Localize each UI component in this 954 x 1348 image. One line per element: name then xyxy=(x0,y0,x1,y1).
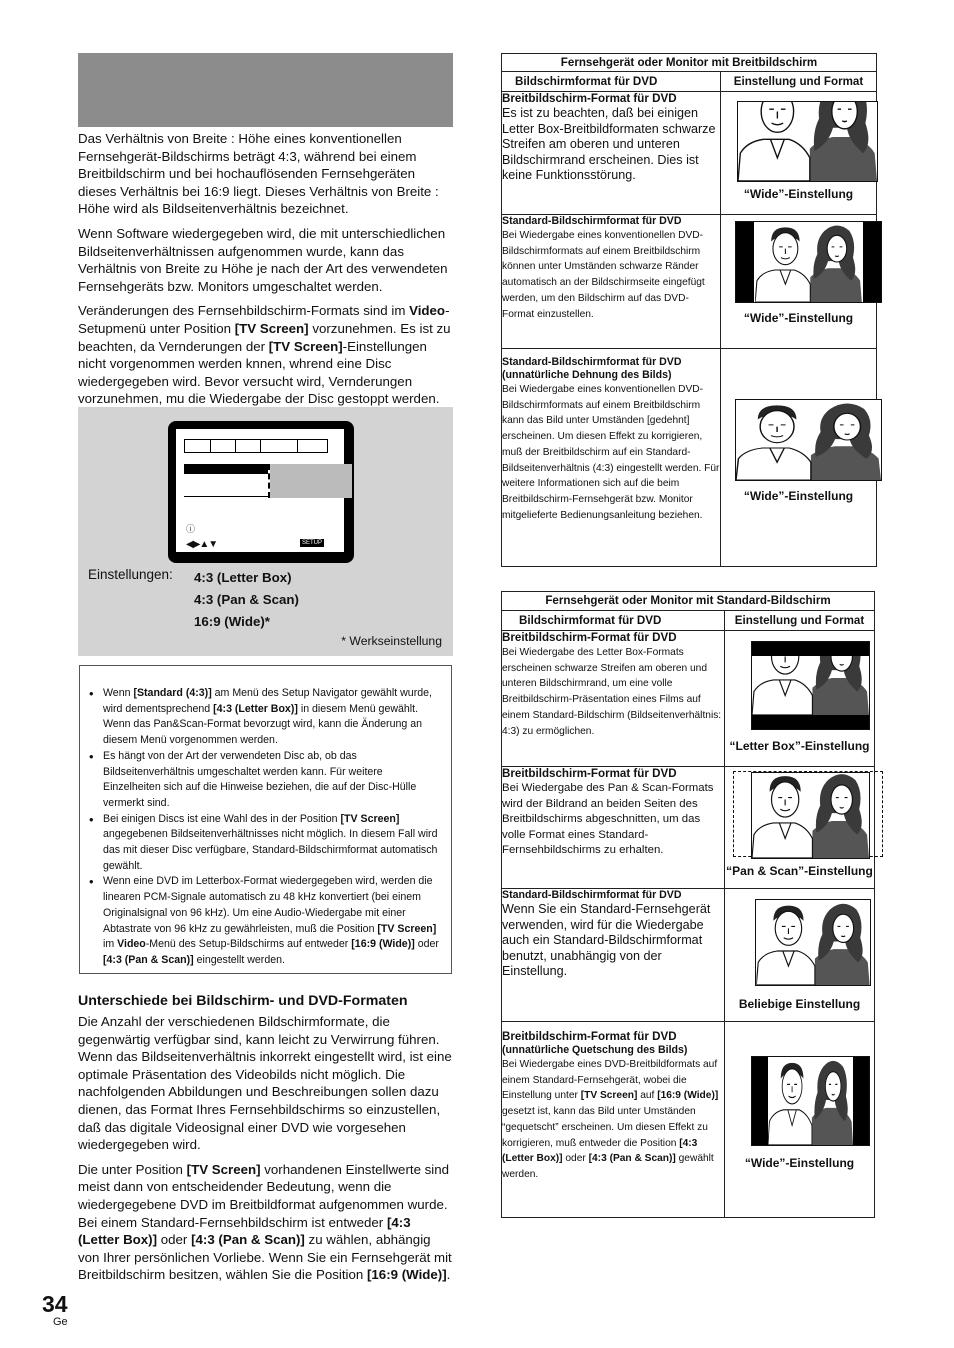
column-header: Einstellung und Format xyxy=(721,72,877,92)
note-item: • Wenn eine DVD im Letterbox-Format wiedergegeben wird, werden die linearen PCM-Signale automatisch zu 48 kHz konvertiert (bei einem Originalsignal von 96 kHz). Um eine Audio-Wiedergabe mit einer Abtastrate von 96 kHz zu gewährleisten, muß die Position [TV Screen] im Video-Menü des Setup-Bildschirms auf entweder [16:9 (Wide)] oder [4:3 (Pan & Scan)] eingestellt werden. xyxy=(103,874,441,968)
column-header: Einstellung und Format xyxy=(725,611,875,631)
title-banner xyxy=(78,53,453,127)
factory-setting-note: * Werkseinstellung xyxy=(341,634,442,648)
section-heading: Unterschiede bei Bildschirm- und DVD-Formaten xyxy=(78,993,408,1009)
panscan-picture xyxy=(751,772,870,859)
section-paragraph-2: Die unter Position [TV Screen] vorhandenen Einstellwerte sind meist dann von entscheidender Bedeutung, wenn die wiedergegebene DVD im Breitbildformat aufgenommen wurde. Bei einem Standard-Fernsehbildschirm ist entweder [4:3 (Letter Box)] oder [4:3 (Pan & Scan)] zu wählen, abhängig von Ihrer persönlichen Vorliebe. Wenn Sie ein Fernsehgerät mit Breitbildschirm besitzen, wählen Sie die Position [16:9 (Wide)]. xyxy=(78,1161,452,1283)
table-row: Standard-Bildschirmformat für DVD (unnatürliche Dehnung des Bilds) Bei Wiedergabe eines konventionellen DVD-Bildschirmformats auf einem Breitbildschirm kann das Bild unter Umständen [gedehnt] erscheinen. Um diesen Effekt zu korrigieren, muß der Breitbildschirm auf ein Standard-Bildseitenverhältnis (4:3) eingestellt werden. Für weitere Informationen sich auf die beim Breitbildschirm-Fernsehgerät bzw. Monitor mitgelieferte Bedienungsanleitung beziehen. “Wide”-Einstellung xyxy=(502,349,877,567)
settings-label: Einstellungen: xyxy=(88,567,173,582)
format-caption: “Letter Box”-Einstellung xyxy=(729,739,870,753)
intro-paragraph-2: Wenn Software wiedergegeben wird, die mit unterschiedlichen Bildseitenverhältnissen aufgenommen wurde, kann das Verhältnis von Breite zu Höhe je nach der Art des verwendeten Fernsehgeräts bzw. Monitors umgeschaltet werden. xyxy=(78,225,448,294)
wide-picture xyxy=(737,101,878,182)
letterbox-picture xyxy=(751,641,870,730)
setup-badge: SETUP xyxy=(302,540,323,546)
format-caption: “Pan & Scan”-Einstellung xyxy=(726,864,873,878)
tv-screen-illustration xyxy=(168,421,354,563)
note-item: • Wenn [Standard (4:3)] am Menü des Setup Navigator gewählt wurde, wird dementsprechend [4:3 (Letter Box)] in diesem Menü gewählt. Wenn das Pan&Scan-Format bevorzugt wird, kann die Änderung an diesem Menü vorgenommen werden. xyxy=(103,686,441,749)
note-item: • Bei einigen Discs ist eine Wahl des in der Position [TV Screen] angegebenen Bildseitenverhältnisses nicht möglich. In diesem Fall wird das mit dieser Disc verfügbare, Standard-Bildschirmformat automatisch gewählt. xyxy=(103,812,441,875)
table-row: Standard-Bildschirmformat für DVD Bei Wiedergabe eines konventionellen DVD-Bildschirmformats auf einem Breitbildschirm können unter Umständen schwarze Ränder automatisch an der Bildschirmseite eingefügt werden, um den Bildschirm auf das DVD-Format einzustellen. “Wide”-Einstellung xyxy=(502,215,877,349)
menu-tab-bar xyxy=(184,439,328,453)
intro-text xyxy=(78,130,453,415)
table-row: Breitbildschirm-Format für DVD Bei Wiedergabe des Pan & Scan-Formats wird der Bildrand an beiden Seiten des Breitbildschirms abgeschnitten, um das volle Format eines Standard-Fernsehbildschirms zu erhalten. “Pan & Scan”-Einstellung xyxy=(502,767,875,889)
settings-panel xyxy=(78,407,453,656)
table-row: Standard-Bildschirmformat für DVD Wenn Sie ein Standard-Fernsehgerät verwenden, wird für die Wiedergabe auch ein Standard-Bildschirmformat benutzt, unabhängig von der Einstellung. Beliebige Einstellung xyxy=(502,889,875,1022)
intro-paragraph-1: Das Verhältnis von Breite : Höhe eines konventionellen Fernsehgerät-Bildschirms beträgt 4:3, während bei einem Breitbildschirm und bei hochauflösenden Fernsehgeräten dieses Verhältnis bei 16:9 liegt. Dieses Verhältnis von Breite : Höhe wird als Bildseitenverhältnis bezeichnet. xyxy=(78,131,439,217)
page-number: 34 xyxy=(42,1291,68,1317)
column-header: Bildschirmformat für DVD xyxy=(502,611,725,631)
selected-menu-item xyxy=(184,464,268,474)
format-caption: “Wide”-Einstellung xyxy=(743,489,854,503)
format-caption: Beliebige Einstellung xyxy=(738,997,861,1011)
arrow-keys-icon: ◀▶▲▼ xyxy=(186,539,218,550)
table-row: Breitbildschirm-Format für DVD (unnatürliche Quetschung des Bilds) Bei Wiedergabe eines DVD-Breitbildformats auf einem Standard-Fernsehgerät, wobei die Einstellung unter [TV Screen] auf [16:9 (Wide)] gesetzt ist, kann das Bild unter Umständen “gequetscht” erscheinen. Um diesen Effekt zu korrigieren, muß entweder die Position [4:3 (Letter Box)] oder [4:3 (Pan & Scan)] gewählt werden. “Wide”-Einstellung xyxy=(502,1022,875,1218)
table-row: Breitbildschirm-Format für DVD Bei Wiedergabe des Letter Box-Formats erscheinen schwarze Streifen am oberen und unteren Bildschirmrand, um eine volle Breitbildschirm-Präsentation eines Films auf einem Standard-Bildschirm (Bildseitenverhältnis: 4:3) zu ermöglichen. “Letter Box”-Einstellung xyxy=(502,631,875,767)
standard-picture xyxy=(755,899,871,986)
section-formats xyxy=(78,993,453,1291)
intro-paragraph-3: Veränderungen des Fernsehbildschirm-Formats sind im Video-Setupmenü unter Position [TV Screen] vorzunehmen. Es ist zu beachten, da Vernderungen der [TV Screen]-Einstellungen nicht vorgenommen werden knnen, whrend eine Disc wiedergegeben wird. Bevor versucht wird, Vernderungen vorzunehmen, mu die Wiedergabe der Disc gestoppt werden. xyxy=(78,303,451,407)
options-panel xyxy=(270,464,352,498)
notes-box xyxy=(79,665,452,974)
stretched-picture xyxy=(735,399,882,481)
setting-option-letterbox: 4:3 (Letter Box) xyxy=(194,570,292,585)
settings-options xyxy=(194,567,299,633)
format-caption: “Wide”-Einstellung xyxy=(744,1156,855,1170)
section-paragraph-1: Die Anzahl der verschiedenen Bildschirmformate, die gegenwärtig verfügbar sind, kann leicht zu Verwirrung führen. Wenn das Bildseitenverhältnis inkorrekt eingestellt wird, ist eine optimale Präsentation des Videobilds nicht möglich. Die nachfolgenden Abbildungen und Beschreibungen sollen dazu dienen, das Format Ihres Fernsehbildschirms so einzustellen, daß das digitale Videosignal einer DVD wie vorgesehen wiedergegeben wird. xyxy=(78,1014,452,1153)
standard-screen-table xyxy=(501,591,875,1218)
squeezed-picture xyxy=(751,1056,870,1146)
format-caption: “Wide”-Einstellung xyxy=(743,311,854,325)
info-icon: ⓘ xyxy=(186,524,196,534)
pillarbox-picture xyxy=(735,221,882,303)
note-item: • Es hängt von der Art der verwendeten Disc ab, ob das Bildseitenverhältnis umgeschaltet werden kann. Für weitere Einzelheiten sich auf die Hinweise beziehen, die auf der Disc-Hülle vermerkt sind. xyxy=(103,749,441,812)
language-code: Ge xyxy=(53,1316,68,1328)
column-header: Bildschirmformat für DVD xyxy=(502,72,721,92)
format-caption: “Wide”-Einstellung xyxy=(743,187,854,201)
widescreen-table xyxy=(501,53,877,567)
table-title: Fernsehgerät oder Monitor mit Standard-Bildschirm xyxy=(502,592,875,611)
table-row: Breitbildschirm-Format für DVD Es ist zu beachten, daß bei einigen Letter Box-Breitbildformaten schwarze Streifen am oberen und unteren Bildschirmrand erscheinen. Dies ist keine Funktionsstörung. “Wide”-Einstellung xyxy=(502,92,877,215)
setting-option-panscan: 4:3 (Pan & Scan) xyxy=(194,592,299,607)
table-title: Fernsehgerät oder Monitor mit Breitbildschirm xyxy=(502,54,877,72)
setting-option-wide: 16:9 (Wide)* xyxy=(194,614,270,629)
